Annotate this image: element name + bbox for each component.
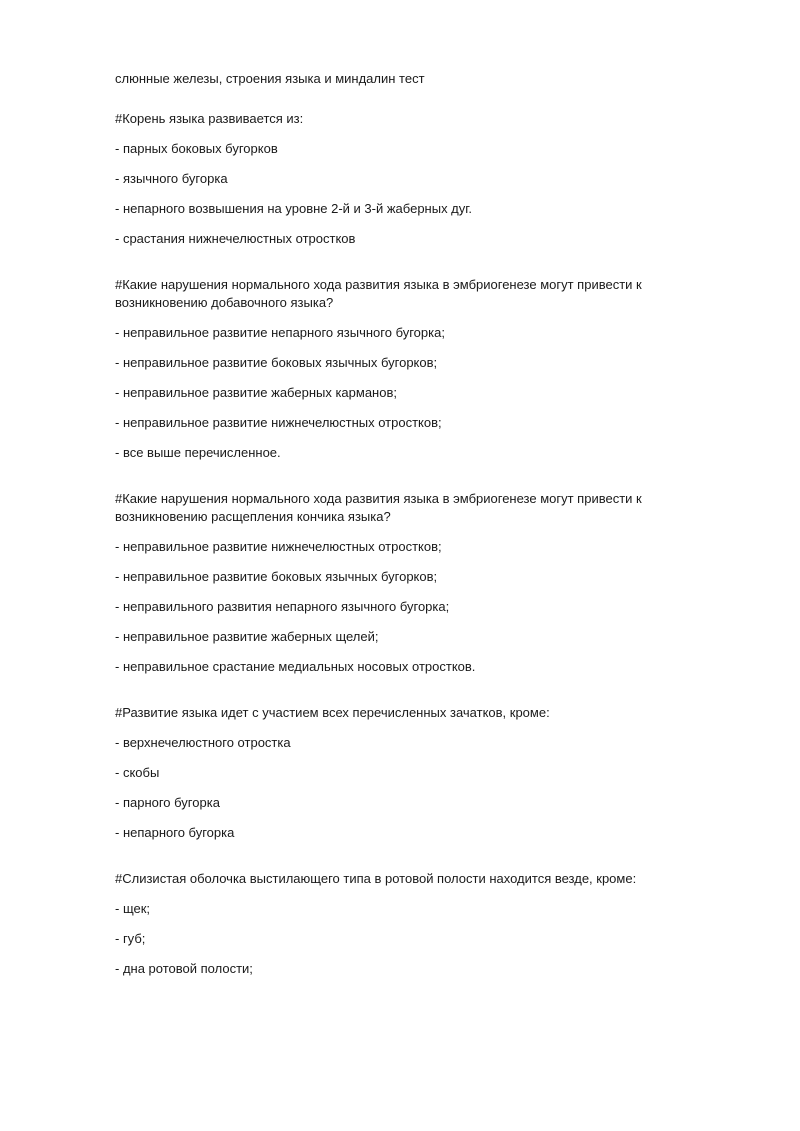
question-text: #Развитие языка идет с участием всех перечисленных зачатков, кроме: [115,705,550,720]
answer-option: - губ; [115,931,146,946]
question-block [115,276,715,462]
answer-option: - дна ротовой полости; [115,961,253,976]
answer-option: - неправильное срастание медиальных носовых отростков. [115,659,476,674]
answer-option: - неправильное развитие боковых язычных бугорков; [115,355,438,370]
document-page [115,70,715,1006]
answer-option: - неправильное развитие боковых язычных бугорков; [115,569,438,584]
answer-option: - срастания нижнечелюстных отростков [115,231,356,246]
answer-option: - непарного возвышения на уровне 2-й и 3-й жаберных дуг. [115,201,473,216]
document-title: слюнные железы, строения языка и миндалин тест [115,71,425,86]
answer-option: - парного бугорка [115,795,220,810]
question-text: #Какие нарушения нормального хода развития языка в эмбриогенезе могут привести к возникновению расщепления кончика языка? [115,491,642,524]
question-block [115,704,715,842]
answer-option: - щек; [115,901,151,916]
answer-option: - неправильное развитие нижнечелюстных отростков; [115,539,442,554]
question-text: #Слизистая оболочка выстилающего типа в ротовой полости находится везде, кроме: [115,871,637,886]
question-block [115,870,715,978]
answer-option: - неправильное развитие жаберных карманов; [115,385,397,400]
question-block [115,110,715,248]
question-block [115,490,715,676]
answer-option: - неправильное развитие непарного язычного бугорка; [115,325,445,340]
question-text: #Какие нарушения нормального хода развития языка в эмбриогенезе могут привести к возникновению добавочного языка? [115,277,642,310]
question-text: #Корень языка развивается из: [115,111,304,126]
answer-option: - скобы [115,765,160,780]
answer-option: - неправильного развития непарного язычного бугорка; [115,599,450,614]
answer-option: - язычного бугорка [115,171,228,186]
answer-option: - неправильное развитие нижнечелюстных отростков; [115,415,442,430]
answer-option: - верхнечелюстного отростка [115,735,291,750]
answer-option: - все выше перечисленное. [115,445,281,460]
answer-option: - неправильное развитие жаберных щелей; [115,629,379,644]
answer-option: - непарного бугорка [115,825,235,840]
answer-option: - парных боковых бугорков [115,141,278,156]
